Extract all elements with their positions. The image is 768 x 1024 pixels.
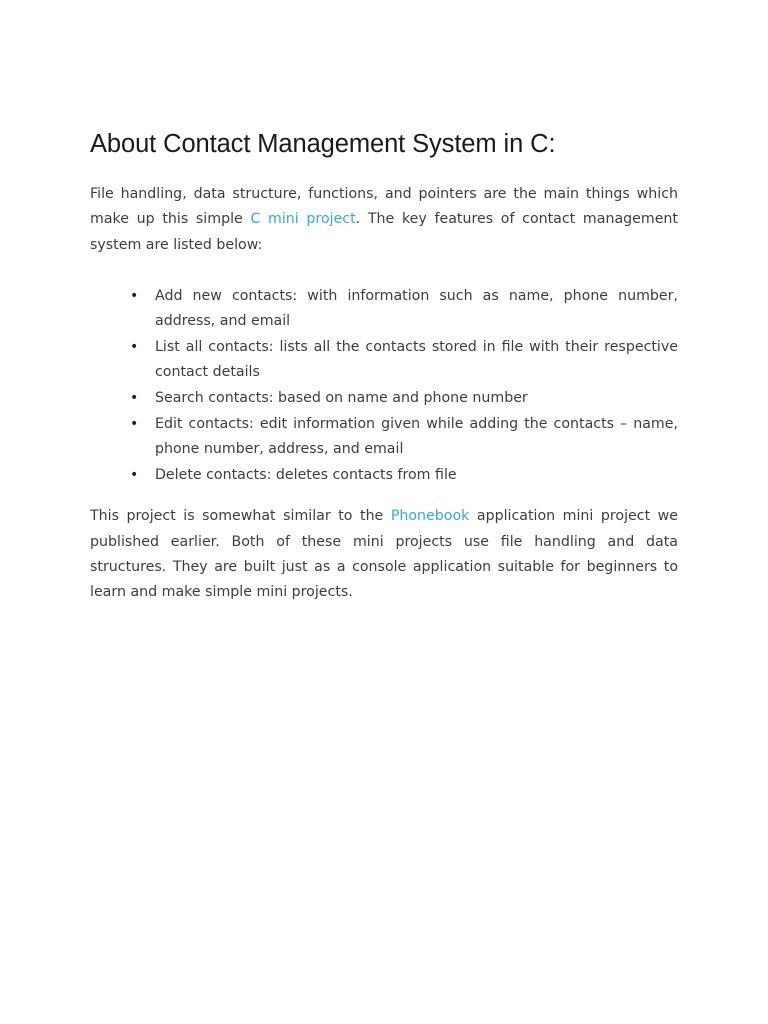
bullet-icon: • <box>130 466 139 483</box>
article <box>90 126 678 605</box>
bullet-icon: • <box>130 390 139 407</box>
c-mini-project-link[interactable]: C mini project <box>250 211 356 228</box>
feature-item-delete <box>90 463 678 488</box>
bullet-icon: • <box>130 415 139 432</box>
bullet-icon: • <box>130 338 139 355</box>
feature-item-edit <box>90 412 678 463</box>
intro-text-after-link: . The key features of contact management system are listed below: <box>90 211 678 253</box>
feature-item-add <box>90 284 678 335</box>
phonebook-link[interactable]: Phonebook <box>390 508 470 525</box>
article-title: About Contact Management System in C: <box>90 130 556 158</box>
bullet-icon: • <box>130 287 139 304</box>
outro-paragraph <box>90 504 678 605</box>
feature-item-list <box>90 335 678 386</box>
intro-text-before-link: File handling, data structure, functions, and pointers are the main things which make up this simple <box>90 186 678 228</box>
features-list <box>90 284 678 488</box>
feature-text: Add new contacts: with information such as name, phone number, address, and email <box>155 287 678 330</box>
intro-paragraph <box>90 182 678 258</box>
outro-text-before-link: This project is somewhat similar to the <box>90 508 391 525</box>
feature-text: Delete contacts: deletes contacts from file <box>155 466 457 483</box>
feature-text: List all contacts: lists all the contacts stored in file with their respective contact details <box>155 338 678 381</box>
outro-text-after-link: application mini project we published earlier. Both of these mini projects use file handling and data structures. They are built just as a console application suitable for beginners to learn and make simple mini projects. <box>90 508 678 601</box>
feature-text: Edit contacts: edit information given while adding the contacts – name, phone number, address, and email <box>155 415 678 458</box>
feature-text: Search contacts: based on name and phone number <box>155 390 528 407</box>
feature-item-search <box>90 386 678 411</box>
